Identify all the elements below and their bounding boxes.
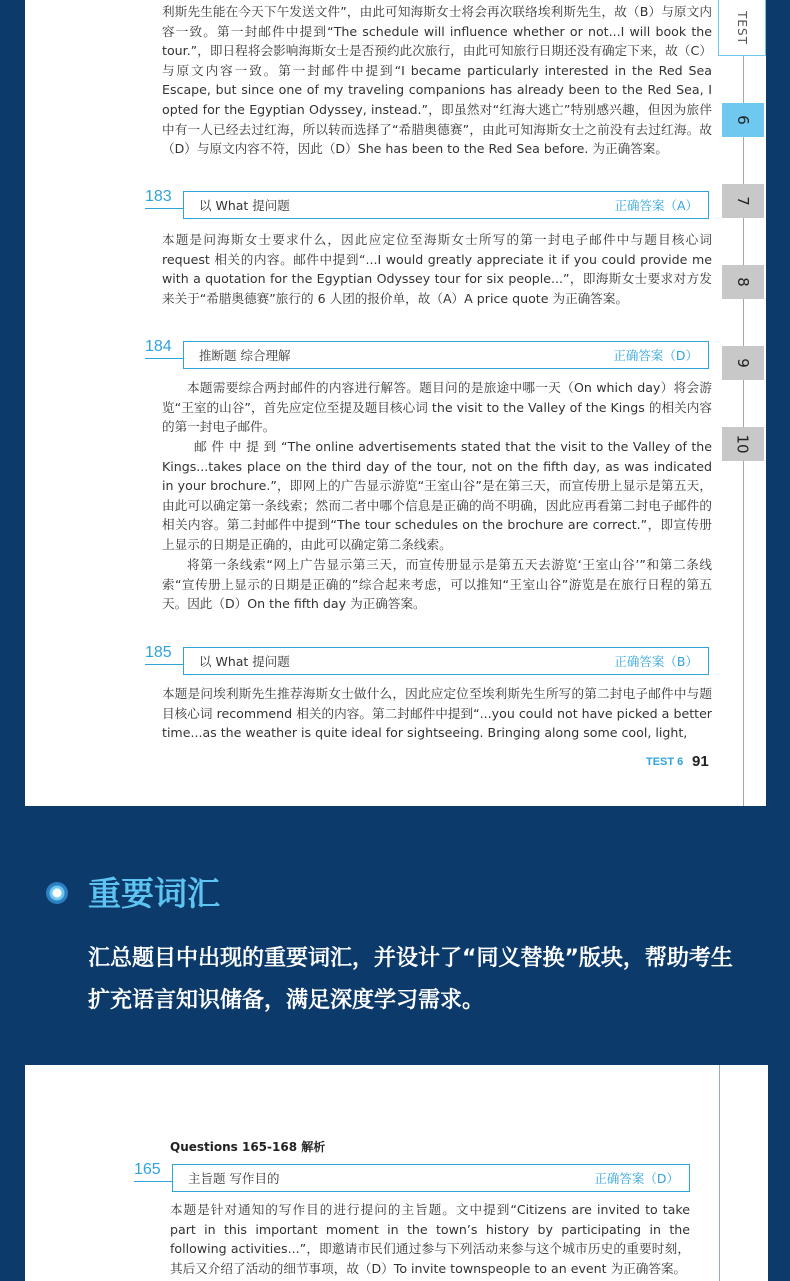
intro-paragraph: 利斯先生能在今天下午发送文件”，由此可知海斯女士将会再次联络埃利斯先生，故（B）与原文内容一致。第一封邮件中提到“The schedule will influence whether or not...I will book the tour.”，即日程将会影响海斯女士是否预约此次旅行，由此可知旅行日期还没有确定下来，故（C）与原文内容一致。第一封邮件中提到“I became particularly interested in the Red Sea Escape, but since one of my traveling companions has already been to the Red Sea, I opted for the Egyptian Odyssey, instead.”，即虽然对“红海大逃亡”特别感兴趣，但因为旅伴中有一人已经去过红海，所以转而选择了“希腊奥德赛”，由此可知海斯女士之前没有去过红海。故（D）与原文内容不符，因此（D）She has been to the Red Sea before. 为正确答案。 (162, 4, 717, 157)
explanation-184-part3: 将第一条线索“网上广告显示第三天，而宣传册显示是第五天去游览‘王室山谷’”和第二条线索“宣传册上显示的日期是正确的”综合起来考虑，可以推知“王室山谷”游览是在旅行日程的第五天。因此（D）On the fifth day 为正确答案。 (162, 557, 712, 612)
page-number: 91 (692, 753, 709, 770)
question-header-185 (183, 647, 709, 675)
question-underline (145, 664, 183, 665)
explanation-165: 本题是针对通知的写作目的进行提问的主旨题。文中提到“Citizens are invited to take part in this important moment in the town’s history by participating in the following activities...”，即邀请市民们通过参与下列活动来参与这个城市历史的重要时刻，其后又介绍了活动的细节事项，故（D）To invite townspeople to an event 为正确答案。 (170, 1202, 695, 1276)
correct-answer: 正确答案（B） (614, 654, 698, 669)
tab-6: 6 (722, 103, 764, 137)
explanation-184-part1: 本题需要综合两封邮件的内容进行解答。题目问的是旅途中哪一天（On which day）将会游览“王室的山谷”，首先应定位至提及题目核心词 the visit to the Valley of the Kings 的相关内容的第一封电子邮件。 (162, 380, 712, 435)
page-divider (719, 1065, 720, 1281)
tab-test: TEST (718, 0, 766, 56)
question-type: 推断题 综合理解 (199, 348, 291, 363)
section-title: 重要词汇 (88, 874, 220, 913)
book-page-bottom (25, 1065, 768, 1281)
question-underline (134, 1181, 172, 1182)
explanation-184-part2: 邮 件 中 提 到 “The online advertisements stated that the visit to the Valley of the Kings...takes place on the third day of the tour, not on the fifth day, as was indicated in your brochure.”，即网上的广告显示游览“王室山谷”是在第三天，而宣传册上显示是第五天，由此可以确定第一条线索；然而二者中哪个信息是正确的尚不明确，因此应再看第二封电子邮件的相关内容。第二封邮件中提到“The tour schedules on the brochure are correct.”，即宣传册上显示的日期是正确的，由此可以确定第二条线索。 (162, 439, 717, 552)
bullet-dot-icon (46, 882, 68, 904)
question-number-185: 185 (145, 644, 172, 661)
tab-9: 9 (722, 346, 764, 380)
question-type: 以 What 提问题 (199, 654, 290, 669)
question-type: 主旨题 写作目的 (188, 1171, 280, 1186)
footer-test-label: TEST 6 (646, 756, 684, 768)
questions-heading: Questions 165-168 解析 (170, 1140, 326, 1154)
question-header-184 (183, 341, 709, 369)
correct-answer: 正确答案（D） (594, 1171, 679, 1186)
tab-7: 7 (722, 184, 764, 218)
correct-answer: 正确答案（D） (613, 348, 698, 363)
question-number-165: 165 (134, 1161, 161, 1178)
section-description: 汇总题目中出现的重要词汇，并设计了“同义替换”版块，帮助考生扩充语言知识储备，满足深度学习需求。 (88, 946, 733, 1013)
question-underline (145, 358, 183, 359)
question-number-183: 183 (145, 188, 172, 205)
question-number-184: 184 (145, 338, 172, 355)
question-header-183 (183, 191, 709, 219)
explanation-185: 本题是问埃利斯先生推荐海斯女士做什么，因此应定位至埃利斯先生所写的第二封电子邮件中与题目核心词 recommend 相关的内容。第二封邮件中提到“...you could not have picked a better time...as the weather is quite ideal for sightseeing. Bringing along some cool, light, (162, 686, 717, 741)
tab-8: 8 (722, 265, 764, 299)
question-header-165 (172, 1164, 690, 1192)
question-underline (145, 208, 183, 209)
question-type: 以 What 提问题 (199, 198, 290, 213)
book-page-top (25, 0, 766, 806)
correct-answer: 正确答案（A） (614, 198, 698, 213)
explanation-183: 本题是问海斯女士要求什么，因此应定位至海斯女士所写的第一封电子邮件中与题目核心词 request 相关的内容。邮件中提到“...I would greatly appreciate it if you could provide me with a quotation for the Egyptian Odyssey tour for six people...”，即海斯女士要求对方发来关于“希腊奥德赛”旅行的 6 人团的报价单，故（A）A price quote 为正确答案。 (162, 232, 717, 306)
tab-10: 10 (722, 427, 764, 461)
